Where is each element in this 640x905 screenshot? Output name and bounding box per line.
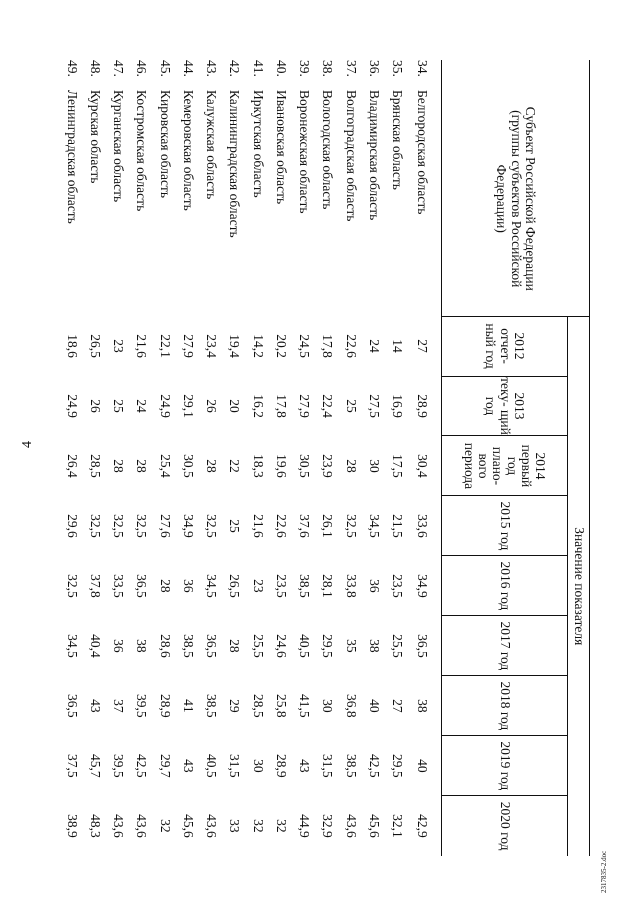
region-name: Ивановская область <box>273 89 289 205</box>
year-header-2015: 2015 год <box>442 496 568 556</box>
table-row <box>246 60 269 856</box>
row-number: 43. <box>204 60 220 77</box>
value-cell: 24 <box>366 339 382 353</box>
value-cell: 23 <box>111 339 127 353</box>
value-cell: 37,8 <box>87 574 103 598</box>
value-cell: 32,5 <box>343 514 359 538</box>
value-cell: 34,5 <box>204 574 220 598</box>
value-cell: 48,3 <box>87 814 103 838</box>
row-number: 45. <box>157 60 173 77</box>
row-number: 40. <box>273 60 289 77</box>
value-cell: 41 <box>180 699 196 713</box>
indicator-value-group-header: Значение показателя <box>568 316 590 856</box>
value-cell: 37 <box>111 699 127 713</box>
value-cell: 25,8 <box>273 694 289 718</box>
value-cell: 26,1 <box>320 514 336 538</box>
value-cell: 38 <box>366 639 382 653</box>
value-cell: 43,6 <box>134 814 150 838</box>
value-cell: 42,9 <box>414 814 430 838</box>
value-cell: 21,5 <box>390 514 406 538</box>
table-row <box>386 60 409 856</box>
value-cell: 36,8 <box>343 694 359 718</box>
value-cell: 23,5 <box>390 574 406 598</box>
row-number: 44. <box>180 60 196 77</box>
value-cell: 44,9 <box>297 814 313 838</box>
value-cell: 30 <box>250 759 266 773</box>
value-cell: 27 <box>414 339 430 353</box>
table-row <box>316 60 339 856</box>
value-cell: 45,6 <box>366 814 382 838</box>
value-cell: 43 <box>180 759 196 773</box>
value-cell: 45,7 <box>87 754 103 778</box>
value-cell: 22 <box>227 459 243 473</box>
value-cell: 38,9 <box>64 814 80 838</box>
value-cell: 23,9 <box>320 454 336 478</box>
value-cell: 28 <box>343 459 359 473</box>
value-cell: 39,5 <box>111 754 127 778</box>
value-cell: 27,6 <box>157 514 173 538</box>
value-cell: 32,5 <box>87 514 103 538</box>
table-row <box>130 60 153 856</box>
region-name: Брянская область <box>390 89 406 190</box>
table-row <box>269 60 292 856</box>
value-cell: 25 <box>343 399 359 413</box>
value-cell: 30,5 <box>180 454 196 478</box>
value-cell: 28,6 <box>157 634 173 658</box>
value-cell: 28 <box>111 459 127 473</box>
region-name: Курганская область <box>111 89 127 203</box>
value-cell: 34,9 <box>414 574 430 598</box>
table-row <box>409 60 442 856</box>
value-cell: 42,5 <box>366 754 382 778</box>
table-row <box>176 60 199 856</box>
value-cell: 23,4 <box>204 334 220 358</box>
value-cell: 36 <box>366 579 382 593</box>
value-cell: 24,9 <box>64 394 80 418</box>
value-cell: 36,5 <box>414 634 430 658</box>
value-cell: 30,5 <box>297 454 313 478</box>
value-cell: 25 <box>111 399 127 413</box>
value-cell: 36 <box>180 579 196 593</box>
value-cell: 21,6 <box>134 334 150 358</box>
value-cell: 28 <box>227 639 243 653</box>
value-cell: 25,5 <box>250 634 266 658</box>
year-header-2013: 2013 теку- щий год <box>442 376 568 436</box>
page-number: 4 <box>20 441 35 448</box>
value-cell: 38,5 <box>204 694 220 718</box>
value-cell: 17,8 <box>273 394 289 418</box>
value-cell: 28 <box>157 579 173 593</box>
value-cell: 33,6 <box>414 514 430 538</box>
value-cell: 32,1 <box>390 814 406 838</box>
row-number: 48. <box>87 60 103 77</box>
region-name: Калининградская область <box>227 89 243 238</box>
value-cell: 28,5 <box>250 694 266 718</box>
value-cell: 24,9 <box>157 394 173 418</box>
table-row <box>60 60 83 856</box>
region-name: Ленинградская область <box>64 89 80 224</box>
value-cell: 28 <box>134 459 150 473</box>
value-cell: 25,4 <box>157 454 173 478</box>
value-cell: 32,5 <box>64 574 80 598</box>
row-number: 39. <box>297 60 313 77</box>
value-cell: 22,6 <box>343 334 359 358</box>
value-cell: 31,5 <box>227 754 243 778</box>
region-name: Воронежская область <box>297 89 313 214</box>
row-number: 46. <box>134 60 150 77</box>
row-number: 36. <box>366 60 382 77</box>
value-cell: 21,6 <box>250 514 266 538</box>
value-cell: 18,6 <box>64 334 80 358</box>
value-cell: 14 <box>390 339 406 353</box>
table-row <box>153 60 176 856</box>
value-cell: 43 <box>87 699 103 713</box>
value-cell: 45,6 <box>180 814 196 838</box>
table-row <box>362 60 385 856</box>
value-cell: 17,5 <box>390 454 406 478</box>
value-cell: 26,5 <box>87 334 103 358</box>
value-cell: 27 <box>390 699 406 713</box>
region-name: Волгоградская область <box>343 89 359 222</box>
value-cell: 36,5 <box>204 634 220 658</box>
value-cell: 32 <box>250 819 266 833</box>
value-cell: 40 <box>414 759 430 773</box>
value-cell: 38,5 <box>297 574 313 598</box>
value-cell: 28,9 <box>157 694 173 718</box>
table-row <box>339 60 362 856</box>
value-cell: 40,5 <box>204 754 220 778</box>
value-cell: 42,5 <box>134 754 150 778</box>
value-cell: 36,5 <box>64 694 80 718</box>
value-cell: 30 <box>320 699 336 713</box>
value-cell: 30 <box>366 459 382 473</box>
value-cell: 40 <box>366 699 382 713</box>
value-cell: 17,8 <box>320 334 336 358</box>
value-cell: 29,5 <box>320 634 336 658</box>
value-cell: 24,6 <box>273 634 289 658</box>
value-cell: 28 <box>204 459 220 473</box>
value-cell: 27,9 <box>297 394 313 418</box>
value-cell: 38 <box>134 639 150 653</box>
value-cell: 37,5 <box>64 754 80 778</box>
year-header-2017: 2017 год <box>442 616 568 676</box>
value-cell: 22,6 <box>273 514 289 538</box>
value-cell: 39,5 <box>134 694 150 718</box>
value-cell: 32 <box>273 819 289 833</box>
year-header-2018: 2018 год <box>442 676 568 736</box>
value-cell: 38,5 <box>343 754 359 778</box>
value-cell: 41,5 <box>297 694 313 718</box>
value-cell: 26 <box>87 399 103 413</box>
value-cell: 32,5 <box>111 514 127 538</box>
value-cell: 25,5 <box>390 634 406 658</box>
value-cell: 43,6 <box>111 814 127 838</box>
rotated-table-container <box>60 60 590 856</box>
value-cell: 28,9 <box>273 754 289 778</box>
value-cell: 36,5 <box>134 574 150 598</box>
value-cell: 22,1 <box>157 334 173 358</box>
row-number: 41. <box>250 60 266 77</box>
region-name: Курская область <box>87 89 103 184</box>
value-cell: 40,5 <box>297 634 313 658</box>
region-name: Иркутская область <box>250 89 266 198</box>
value-cell: 26,4 <box>64 454 80 478</box>
value-cell: 26 <box>204 399 220 413</box>
year-header-2012: 2012 отчет- ный год <box>442 316 568 376</box>
value-cell: 34,5 <box>366 514 382 538</box>
table-row <box>200 60 223 856</box>
value-cell: 43 <box>297 759 313 773</box>
value-cell: 19,6 <box>273 454 289 478</box>
row-number: 49. <box>64 60 80 77</box>
value-cell: 33,8 <box>343 574 359 598</box>
subject-column-header: Субъект Российской Федерации (группы субъектов Российской Федерации) <box>442 60 590 316</box>
value-cell: 30,4 <box>414 454 430 478</box>
value-cell: 16,9 <box>390 394 406 418</box>
value-cell: 29,1 <box>180 394 196 418</box>
value-cell: 22,4 <box>320 394 336 418</box>
value-cell: 32,5 <box>134 514 150 538</box>
value-cell: 27,9 <box>180 334 196 358</box>
document-footer: 2317835-2.doc <box>600 850 608 893</box>
value-cell: 25 <box>227 519 243 533</box>
value-cell: 43,6 <box>204 814 220 838</box>
value-cell: 38 <box>414 699 430 713</box>
region-name: Кемеровская область <box>180 89 196 211</box>
indicator-table <box>60 60 590 856</box>
table-row <box>293 60 316 856</box>
region-name: Вологодская область <box>320 89 336 210</box>
row-number: 47. <box>111 60 127 77</box>
row-number: 35. <box>390 60 406 77</box>
row-number: 42. <box>227 60 243 77</box>
value-cell: 23 <box>250 579 266 593</box>
table-row <box>83 60 106 856</box>
value-cell: 24 <box>134 399 150 413</box>
value-cell: 38,5 <box>180 634 196 658</box>
value-cell: 35 <box>343 639 359 653</box>
value-cell: 18,3 <box>250 454 266 478</box>
row-number: 38. <box>320 60 336 77</box>
value-cell: 32,5 <box>204 514 220 538</box>
value-cell: 29 <box>227 699 243 713</box>
value-cell: 28,1 <box>320 574 336 598</box>
year-header-2014: 2014 первый год плано- вого периода <box>442 436 568 496</box>
value-cell: 34,5 <box>64 634 80 658</box>
value-cell: 34,9 <box>180 514 196 538</box>
region-name: Кировская область <box>157 89 173 198</box>
region-name: Калужская область <box>204 89 220 200</box>
value-cell: 20 <box>227 399 243 413</box>
value-cell: 32,9 <box>320 814 336 838</box>
value-cell: 43,6 <box>343 814 359 838</box>
value-cell: 36 <box>111 639 127 653</box>
row-number: 34. <box>414 60 430 77</box>
table-row <box>223 60 246 856</box>
value-cell: 29,6 <box>64 514 80 538</box>
value-cell: 16,2 <box>250 394 266 418</box>
value-cell: 37,6 <box>297 514 313 538</box>
value-cell: 27,5 <box>366 394 382 418</box>
value-cell: 33,5 <box>111 574 127 598</box>
region-name: Владимирская область <box>366 89 382 221</box>
year-header-2016: 2016 год <box>442 556 568 616</box>
value-cell: 28,5 <box>87 454 103 478</box>
value-cell: 24,5 <box>297 334 313 358</box>
region-name: Костромская область <box>134 89 150 212</box>
value-cell: 20,2 <box>273 334 289 358</box>
table-row <box>107 60 130 856</box>
value-cell: 19,4 <box>227 334 243 358</box>
value-cell: 29,5 <box>390 754 406 778</box>
year-header-2019: 2019 год <box>442 736 568 796</box>
value-cell: 14,2 <box>250 334 266 358</box>
year-header-2020: 2020 год <box>442 796 568 856</box>
value-cell: 28,9 <box>414 394 430 418</box>
value-cell: 33 <box>227 819 243 833</box>
value-cell: 23,5 <box>273 574 289 598</box>
value-cell: 40,4 <box>87 634 103 658</box>
value-cell: 32 <box>157 819 173 833</box>
region-name: Белгородская область <box>414 89 430 215</box>
row-number: 37. <box>343 60 359 77</box>
value-cell: 26,5 <box>227 574 243 598</box>
value-cell: 29,7 <box>157 754 173 778</box>
value-cell: 31,5 <box>320 754 336 778</box>
